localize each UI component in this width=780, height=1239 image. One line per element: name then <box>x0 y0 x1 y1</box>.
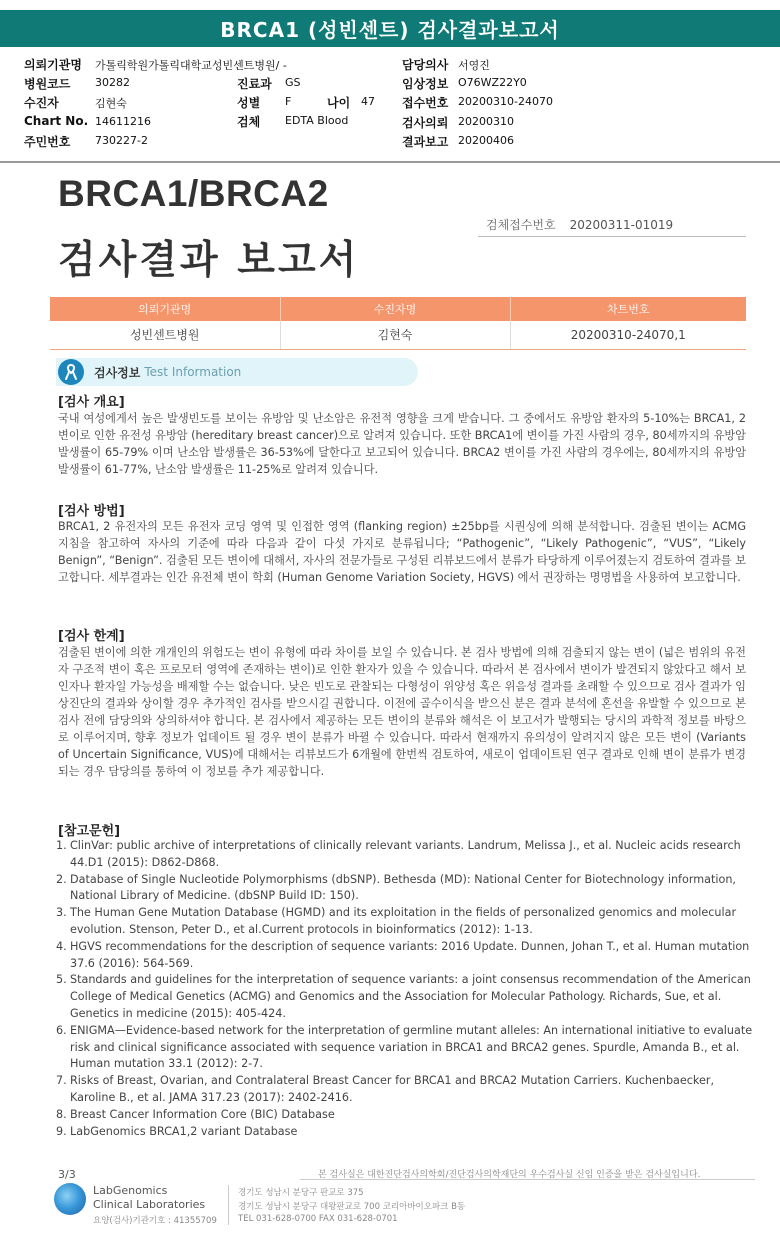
report-label: 결과보고 <box>402 135 449 149</box>
report-title-line2: 검사결과 보고서 <box>58 238 360 283</box>
age-value: 47 <box>361 95 375 108</box>
sex-label: 성별 <box>237 96 261 110</box>
ref-number: 5. <box>56 973 67 987</box>
specimen-receipt-value: 20200311-01019 <box>569 217 674 232</box>
certification-note: 본 검사실은 대한진단검사의학회/진단검사의학재단의 우수검사실 신임 인증을 받은 검사실입니다. <box>318 1170 701 1180</box>
specimen-receipt <box>478 213 746 237</box>
method-heading: [검사 방법] <box>58 504 125 519</box>
footer-divider <box>300 1179 755 1180</box>
report-page <box>0 165 780 1239</box>
info-table <box>50 297 746 350</box>
ref-number: 2. <box>56 872 67 886</box>
ref-number: 1. <box>56 839 67 852</box>
footer-separator <box>228 1185 229 1225</box>
table-header: 차트번호 <box>510 297 746 321</box>
report-title-line1: BRCA1/BRCA2 <box>58 173 329 214</box>
doctor-label: 담당의사 <box>402 58 449 72</box>
ref-text: Standards and guidelines for the interpretation of sequence variants: a joint consensus recommendation of the American College of Medical Genetics (ACMG) and Genomics and the Association for Molecular Pathology. Richards, Sue, et al. Genetics in medicine (2015): 405-424. <box>70 973 751 1020</box>
chart-no-label: Chart No. <box>24 114 89 128</box>
test-info-title: 검사정보 <box>94 365 141 380</box>
table-header: 수진자명 <box>280 297 510 321</box>
list-item <box>56 905 760 939</box>
address-line-2: 경기도 성남시 분당구 대왕판교로 700 코리아바이오파크 B동 <box>238 1202 466 1212</box>
sex-value: F <box>285 95 292 108</box>
hospital-code-value: 30282 <box>95 76 130 89</box>
ref-number: 4. <box>56 939 67 953</box>
method-text: BRCA1, 2 유전자의 모든 유전자 코딩 영역 및 인접한 영역 (flanking region) ±25bp를 시퀀싱에 의해 분석합니다. 검출된 변이는 ACMG 지침을 참고하여 자사의 기준에 따라 다음과 같이 다섯 가지로 분류됩니다; “Pathogenic”, “Likely Pathogenic”, “VUS”, “Likely Benign”, “Benign”. 검출된 모든 변이에 대해서, 자사의 전문가들로 구성된 리뷰보드에서 분류가 타당하게 이루어졌는지 검토하여 결과를 보고합니다. 세부결과는 인간 유전체 변이 학회 (Human Genome Variation Society, HGVS) 에서 권장하는 명명법을 사용하여 보고합니다. <box>58 520 746 584</box>
ref-text: ENIGMA—Evidence-based network for the interpretation of germline mutant alleles: An international initiative to evaluate risk and clinical significance associated with sequence variation in BRCA1 and BRCA2 genes. Spurdle, Amanda B., et al. Human mutation 33.1 (2012): 2-7. <box>70 1023 753 1071</box>
ref-text: LabGenomics BRCA1,2 variant Database <box>70 1124 298 1138</box>
ref-number: 6. <box>56 1023 67 1037</box>
list-item <box>56 838 760 872</box>
ref-text: Database of Single Nucleotide Polymorphisms (dbSNP). Bethesda (MD): National Center for Biotechnology information, National Library of Medicine. (dbSNP Build ID: 150). <box>70 872 736 903</box>
address-line-1: 경기도 성남시 분당구 판교로 375 <box>238 1188 364 1198</box>
institution-number: 요양(검사)기관기호 : 41355709 <box>93 1216 217 1226</box>
id-label: 주민번호 <box>24 135 71 149</box>
page-number: 3/3 <box>58 1168 76 1181</box>
list-item <box>56 1073 760 1107</box>
ref-text: Risks of Breast, Ovarian, and Contralateral Breast Cancer for BRCA1 and BRCA2 Mutation Carriers. Kuchenbaecker, Karoline B., et al. JAMA 317.23 (2017): 2402-2416. <box>70 1074 715 1104</box>
references-list <box>56 838 760 1140</box>
table-header: 의뢰기관명 <box>50 297 280 321</box>
institution-value: 가톨릭학원가톨릭대학교성빈센트병원/ - <box>95 59 287 72</box>
company-name: LabGenomics <box>93 1184 168 1197</box>
list-item <box>56 872 760 906</box>
table-cell: 20200310-24070,1 <box>510 321 746 349</box>
list-item <box>56 972 760 1022</box>
overview-heading: [검사 개요] <box>58 395 125 410</box>
table-row <box>50 321 746 349</box>
request-label: 검사의뢰 <box>402 116 449 130</box>
report-value: 20200406 <box>458 134 514 147</box>
overview-text: 국내 여성에게서 높은 발생빈도를 보이는 유방암 및 난소암은 유전적 영향을 크게 받습니다. 그 중에서도 유방암 환자의 5-10%는 BRCA1, 2 변이로 인한 유전성 유방암 (hereditary breast cancer)으로 알려져 있습니다. 또한 BRCA1에 변이를 가진 사람의 경우, 80세까지의 유방암 발생률이 65-79% 이며 난소암 발생률은 36-53%에 달한다고 보고되어 있습니다. BRCA2 변이를 가진 사람의 경우에는, 80세까지의 유방암 발생률이 61-77%, 난소암 발생률은 11-25%로 알려져 있습니다. <box>58 412 746 476</box>
limitation-heading: [검사 한계] <box>58 629 125 644</box>
ref-text: HGVS recommendations for the description of sequence variants: 2016 Update. Dunnen, Johan T., et al. Human mutation 37.6 (2016): 564-569. <box>70 939 750 970</box>
patient-label: 수진자 <box>24 96 59 110</box>
request-value: 20200310 <box>458 115 514 128</box>
ref-text: Breast Cancer Information Core (BIC) Database <box>70 1107 335 1121</box>
hospital-code-label: 병원코드 <box>24 77 71 91</box>
receipt-value: 20200310-24070 <box>458 95 553 108</box>
ref-number: 7. <box>56 1074 67 1088</box>
list-item <box>56 1124 760 1141</box>
institution-label: 의뢰기관명 <box>24 58 82 72</box>
test-info-banner <box>56 358 418 386</box>
ribbon-icon <box>58 359 84 385</box>
ref-number: 3. <box>56 906 67 920</box>
table-cell: 김현숙 <box>280 321 510 349</box>
company-subtitle: Clinical Laboratories <box>93 1198 206 1211</box>
specimen-receipt-label: 검체접수번호 <box>486 218 556 232</box>
list-item <box>56 1107 760 1124</box>
ref-number: 8. <box>56 1107 67 1121</box>
test-info-subtitle: Test Information <box>144 365 242 379</box>
department-value: GS <box>285 76 301 89</box>
id-value: 730227-2 <box>95 134 148 147</box>
ref-number: 9. <box>56 1124 67 1138</box>
ref-text: The Human Gene Mutation Database (HGMD) and its exploitation in the fields of personalized genomics and molecular evolution. Stenson, Peter D., et al.Current protocols in bioinformatics (2012): 1-13. <box>70 906 737 936</box>
ref-text: ClinVar: public archive of interpretations of clinically relevant variants. Landrum, Melissa J., et al. Nucleic acids research 44.D1 (2015): D862-D868. <box>70 839 741 869</box>
clinical-value: O76WZ22Y0 <box>458 76 527 89</box>
specimen-value: EDTA Blood <box>285 114 349 127</box>
specimen-label: 검체 <box>237 115 261 129</box>
limitation-text: 검출된 변이에 의한 개개인의 위험도는 변이 유형에 따라 차이를 보일 수 있습니다. 본 검사 방법에 의해 검출되지 않는 변이 (넓은 범위의 유전자 구조적 변이 혹은 프로모터 영역에 존재하는 변이)로 인한 환자가 있을 수 있습니다. 따라서 본 검사에서 변이가 발견되지 않았다고 해서 보인자나 환자일 가능성을 배제할 수는 없습니다. 낮은 빈도로 관찰되는 다형성이 위양성 혹은 위음성 결과를 초래할 수 있으므로 검사 결과가 임상진단의 결과와 상이할 경우 추가적인 검사를 받으시길 권합니다. 이전에 골수이식을 받으신 분은 결과 분석에 혼선을 유발할 수 있으므로 본 검사 전에 담당의와 상의하셔야 합니다. 본 검사에서 제공하는 모든 변이의 분류와 해석은 이 보고서가 발행되는 당시의 과학적 정보를 바탕으로 이루어지며, 향후 정보가 업데이트 될 경우 변이 분류가 바뀔 수 있습니다. 따라서 현재까지 유의성이 알려지지 않은 모든 변이 (Variants of Uncertain Significance, VUS)에 대해서는 리뷰보드가 6개월에 한번씩 검토하여, 새로이 업데이트된 연구 결과로 인해 변이 분류가 변경되는 경우 담당의를 통하여 이 정보를 추가 제공합니다. <box>58 646 746 778</box>
chart-no-value: 14611216 <box>95 115 151 128</box>
department-label: 진료과 <box>237 77 272 91</box>
contact-line: TEL 031-628-0700 FAX 031-628-0701 <box>238 1214 398 1224</box>
patient-value: 김현숙 <box>95 97 127 110</box>
patient-header <box>0 50 780 163</box>
doctor-value: 서영진 <box>458 59 490 72</box>
receipt-label: 접수번호 <box>402 96 449 110</box>
references-heading: [참고문헌] <box>58 824 121 839</box>
list-item <box>56 1023 760 1073</box>
clinical-label: 임상정보 <box>402 77 449 91</box>
age-label: 나이 <box>327 96 351 110</box>
table-cell: 성빈센트병원 <box>50 321 280 349</box>
list-item <box>56 939 760 973</box>
labgenomics-logo <box>54 1183 86 1215</box>
report-title-bar: BRCA1 (성빈센트) 검사결과보고서 <box>0 10 780 47</box>
